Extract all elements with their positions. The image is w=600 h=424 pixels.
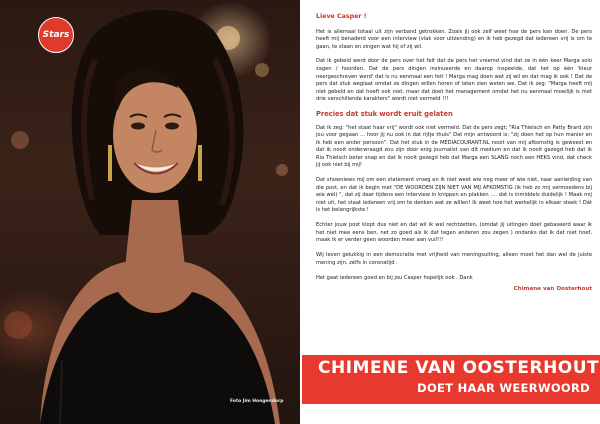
letter-paragraph: Dat ik zeg: "het staat haar vrij" wordt ook niet vermeld. Dat de pers zegt; "Ria Thielsch en Patty Brard zijn jou voor gegaan ... hoor jij nu ook in dat rijtje thuis" Dat mijn antwoord is: "zij doen het op hun manier en ik heb een ander persoon". Dat het stuk in de MEDIACOURANT.NL nooit van mij afkomstig is geweest en dat ik nooit onderwraagd zou zijn door enig journalist van dit medium en dat ik nooit gezegd heb dat ik Ria Thielsch beter snap en dat ik nooit gezegd heb dat Marga een SLANG noch een HEKS vind, dat check jij ook niet bij mij! [316, 124, 592, 169]
letter-paragraph: Het gaat iedereen goed en bij jou Casper hopelijk ook . Dank [316, 274, 473, 281]
letter-paragraph: Dat ik gebeld werd door de pers over het feit dat de pers het vreemd vind dat ze in één keer Marga solo zagen / hoorden. Dat de pers dingen insinueerde en daarop inspeelde, dat het op één 'kleur neergeschreven werd' dat is nu eenmaal een feit ! Marga mag doen wat zij wil en dat mag ik ook ! Dat de pers dat stuk weglaat omdat ze dingen willen horen of laten zien weten we. Dat ik zeg: "Marga heeft mij niet gebeld en dat hoeft ook niet, maar dat doet het management omdat het nu eenmaal moeilijk is met drie verschillende karakters" wordt niet vermeld !!! [316, 58, 592, 103]
title-banner [302, 355, 600, 404]
letter-paragraph: Dat showniews mij om een statement vroeg en ik niet weet wie nog meer of wie niet, naar aanleiding van die post, en dat ik begin met "DE WOORDEN ZIJN NIET VAN MIJ AFKOMSTIG (ik heb zo mij vermoedens bij wie wél) ", dat zij daar tijdens een interview in knippen en plakken .... dat is inmiddels duidelijk ! Maak mij niet uit, het staat iedereen vrij om te denken wat ze willen! Ik weet hoe het werkelijk in elkaar steek ! Dát is het belangrijkste ! [316, 177, 592, 214]
letter-heading: Precies dat stuk wordt eruit gelaten [316, 110, 453, 119]
letter-greeting: Lieve Casper ! [316, 13, 367, 20]
photo-credit: Foto Jim Hoogendorp [230, 399, 284, 404]
stars-badge: Stars [38, 17, 74, 53]
letter-signature-row [316, 286, 592, 294]
letter-body [316, 13, 592, 294]
letter-paragraph: Het is allemaal totaal uit zijn verband getrokken. Zoals jij ook zelf weet hoe de pers kan doen. De pers heeft mij benaderd voor een interview (vlak voor uitzending) en ik heb gezegd dat iedereen vrij is om te gaan, te staan en zingen wat hij of zij wil. [316, 28, 592, 50]
letter-paragraph: Wij leven gelukkig in een democratie met vrijheid van meningsuiting, alleen moet het dan wel de juiste mening zijn, zélfs in coronatijd . [316, 252, 592, 266]
letter-signature: Chimene van Oosterhout [513, 286, 592, 293]
letter-panel [302, 0, 594, 355]
banner-subtitle: DOET HAAR WEERWOORD [417, 381, 590, 395]
letter-paragraph: Echter jouw post klopt dus niet en dat wil ik wel rechtzetten, (omdat jij uitingen doet gebaseerd waar ik het niet mee eens ben, net zo goed als ik dat tegen anderen zou zegen ) ondanks dat ik dat niet hoef, maak ik er verder geen woorden meer aan vuil!!! [316, 222, 592, 244]
banner-name: CHIMENE VAN OOSTERHOUT [318, 358, 600, 378]
